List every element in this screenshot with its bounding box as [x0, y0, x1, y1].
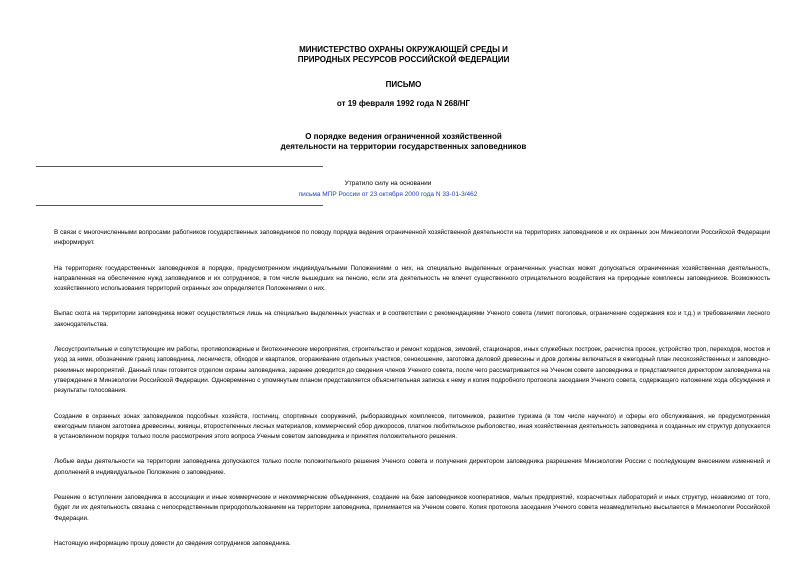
paragraph: Решение о вступлении заповедника в ассоциации и иные коммерческие и некоммерческие объединения, создание на базе заповедников кооперативов, малых предприятий, хозрасчетных лабораторий и иных структур, независимо от того, будет ли их деятельность связана с непосредственным природопользованием на территории заповедника, принимается на Ученом совете. Копия протокола заседания Ученого совета незамедлительно высылается в Минэкологии Российской Федерации.	[54, 494, 770, 522]
letter-body	[54, 228, 770, 564]
title-line-1: О порядке ведения ограниченной хозяйственной	[305, 132, 502, 141]
ministry-line-1: МИНИСТЕРСТВО ОХРАНЫ ОКРУЖАЮЩЕЙ СРЕДЫ И	[299, 45, 508, 54]
document-date: от 19 февраля 1992 года N 268/НГ	[336, 99, 471, 108]
document-type: ПИСЬМО	[385, 80, 422, 89]
paragraph: Лесоустроительные и сопутствующие им работы, противопожарные и биотехнические мероприятия, строительство и ремонт кордонов, зимовий, стационаров, иных служебных построек, расчистка просек, устройство троп, переходов, мостов и уход за ними, обозначение границ заповедника, лесничеств, обходов и кварталов, огораживание отдельных участков, сенокошение, заготовка деловой древесины и дров должны включаться в ежегодный план лесохозяйственных и заповедно-режимных мероприятий. Данный план готовится отделом охраны заповедника, заранее доводится до сведения членов Ученого совета, после чего рассматривается на Ученом совете заповедника и представляется директором заповедника на утверждение в Минэкологии Российской Федерации. Одновременно с упомянутым планом представляется объяснительная записка к нему и копия подробного протокола заседания Ученого совета, содержащего изложение хода обсуждения и результаты голосования.	[54, 346, 770, 395]
divider-bottom	[36, 205, 323, 206]
ministry-line-2: ПРИРОДНЫХ РЕСУРСОВ РОССИЙСКОЙ ФЕДЕРАЦИИ	[297, 55, 510, 64]
paragraph: В связи с многочисленными вопросами работников государственных заповедников по поводу порядка ведения ограниченной хозяйственной деятельности на территориях заповедников и их охранных зон Минэкологии Российской Федерации информирует.	[54, 229, 770, 247]
paragraph: Выпас скота на территории заповедника может осуществляться лишь на специально выделенных участках и в соответствии с рекомендациями Ученого совета (лимит поголовья, ограничение содержания коз и т.д.) и требованиями лесного законодательства.	[54, 310, 770, 328]
paragraph: Любые виды деятельности на территории заповедника допускаются только после положительного решения Ученого совета и получения директором заповедника разрешения Минэкологии России с последующим внесением изменений и дополнений в индивидуальное Положение о заповеднике.	[54, 458, 770, 476]
paragraph: Настоящую информацию прошу довести до сведения сотрудников заповедника.	[54, 539, 291, 547]
paragraph: На территориях государственных заповедников в порядке, предусмотренном индивидуальными Положениями о них, на специально выделенных ограниченных участках может допускаться ограниченная хозяйственная деятельность, направленная на обеспечение нужд заповедников и их сотрудников, в том числе вышедших на пенсию, если эта деятельность не влечет существенного отрицательного воздействия на природные комплексы заповедников. Возможность хозяйственного использования территорий охранных зон определяется Положениями о них.	[54, 264, 770, 293]
document-title	[0, 132, 807, 152]
divider-top	[36, 166, 323, 167]
status-note: Утратило силу на основании	[344, 180, 432, 187]
title-line-2: деятельности на территории государственных заповедников	[280, 142, 527, 151]
repeal-document-link[interactable]: письма МПР России от 23 октября 2000 года N 33-01-3/462	[298, 191, 478, 198]
paragraph: Создание в охранных зонах заповедников подсобных хозяйств, гостиниц, спортивных сооружений, рыборазводных комплексов, питомников, развитие туризма (в том числе научного) и сферы его обслуживания, не предусмотренная ежегодным планом заготовка древесины, живицы, второстепенных лесных материалов, коммерческий сбор дикоросов, платное любительское рыболовство, иная хозяйственная деятельность заповедника и созданных им структур допускается в установленном порядке только после рассмотрения этого вопроса Ученым советом заповедника и принятия положительного решения.	[54, 412, 770, 441]
ministry-heading	[0, 45, 807, 65]
status-link-line	[180, 190, 596, 199]
